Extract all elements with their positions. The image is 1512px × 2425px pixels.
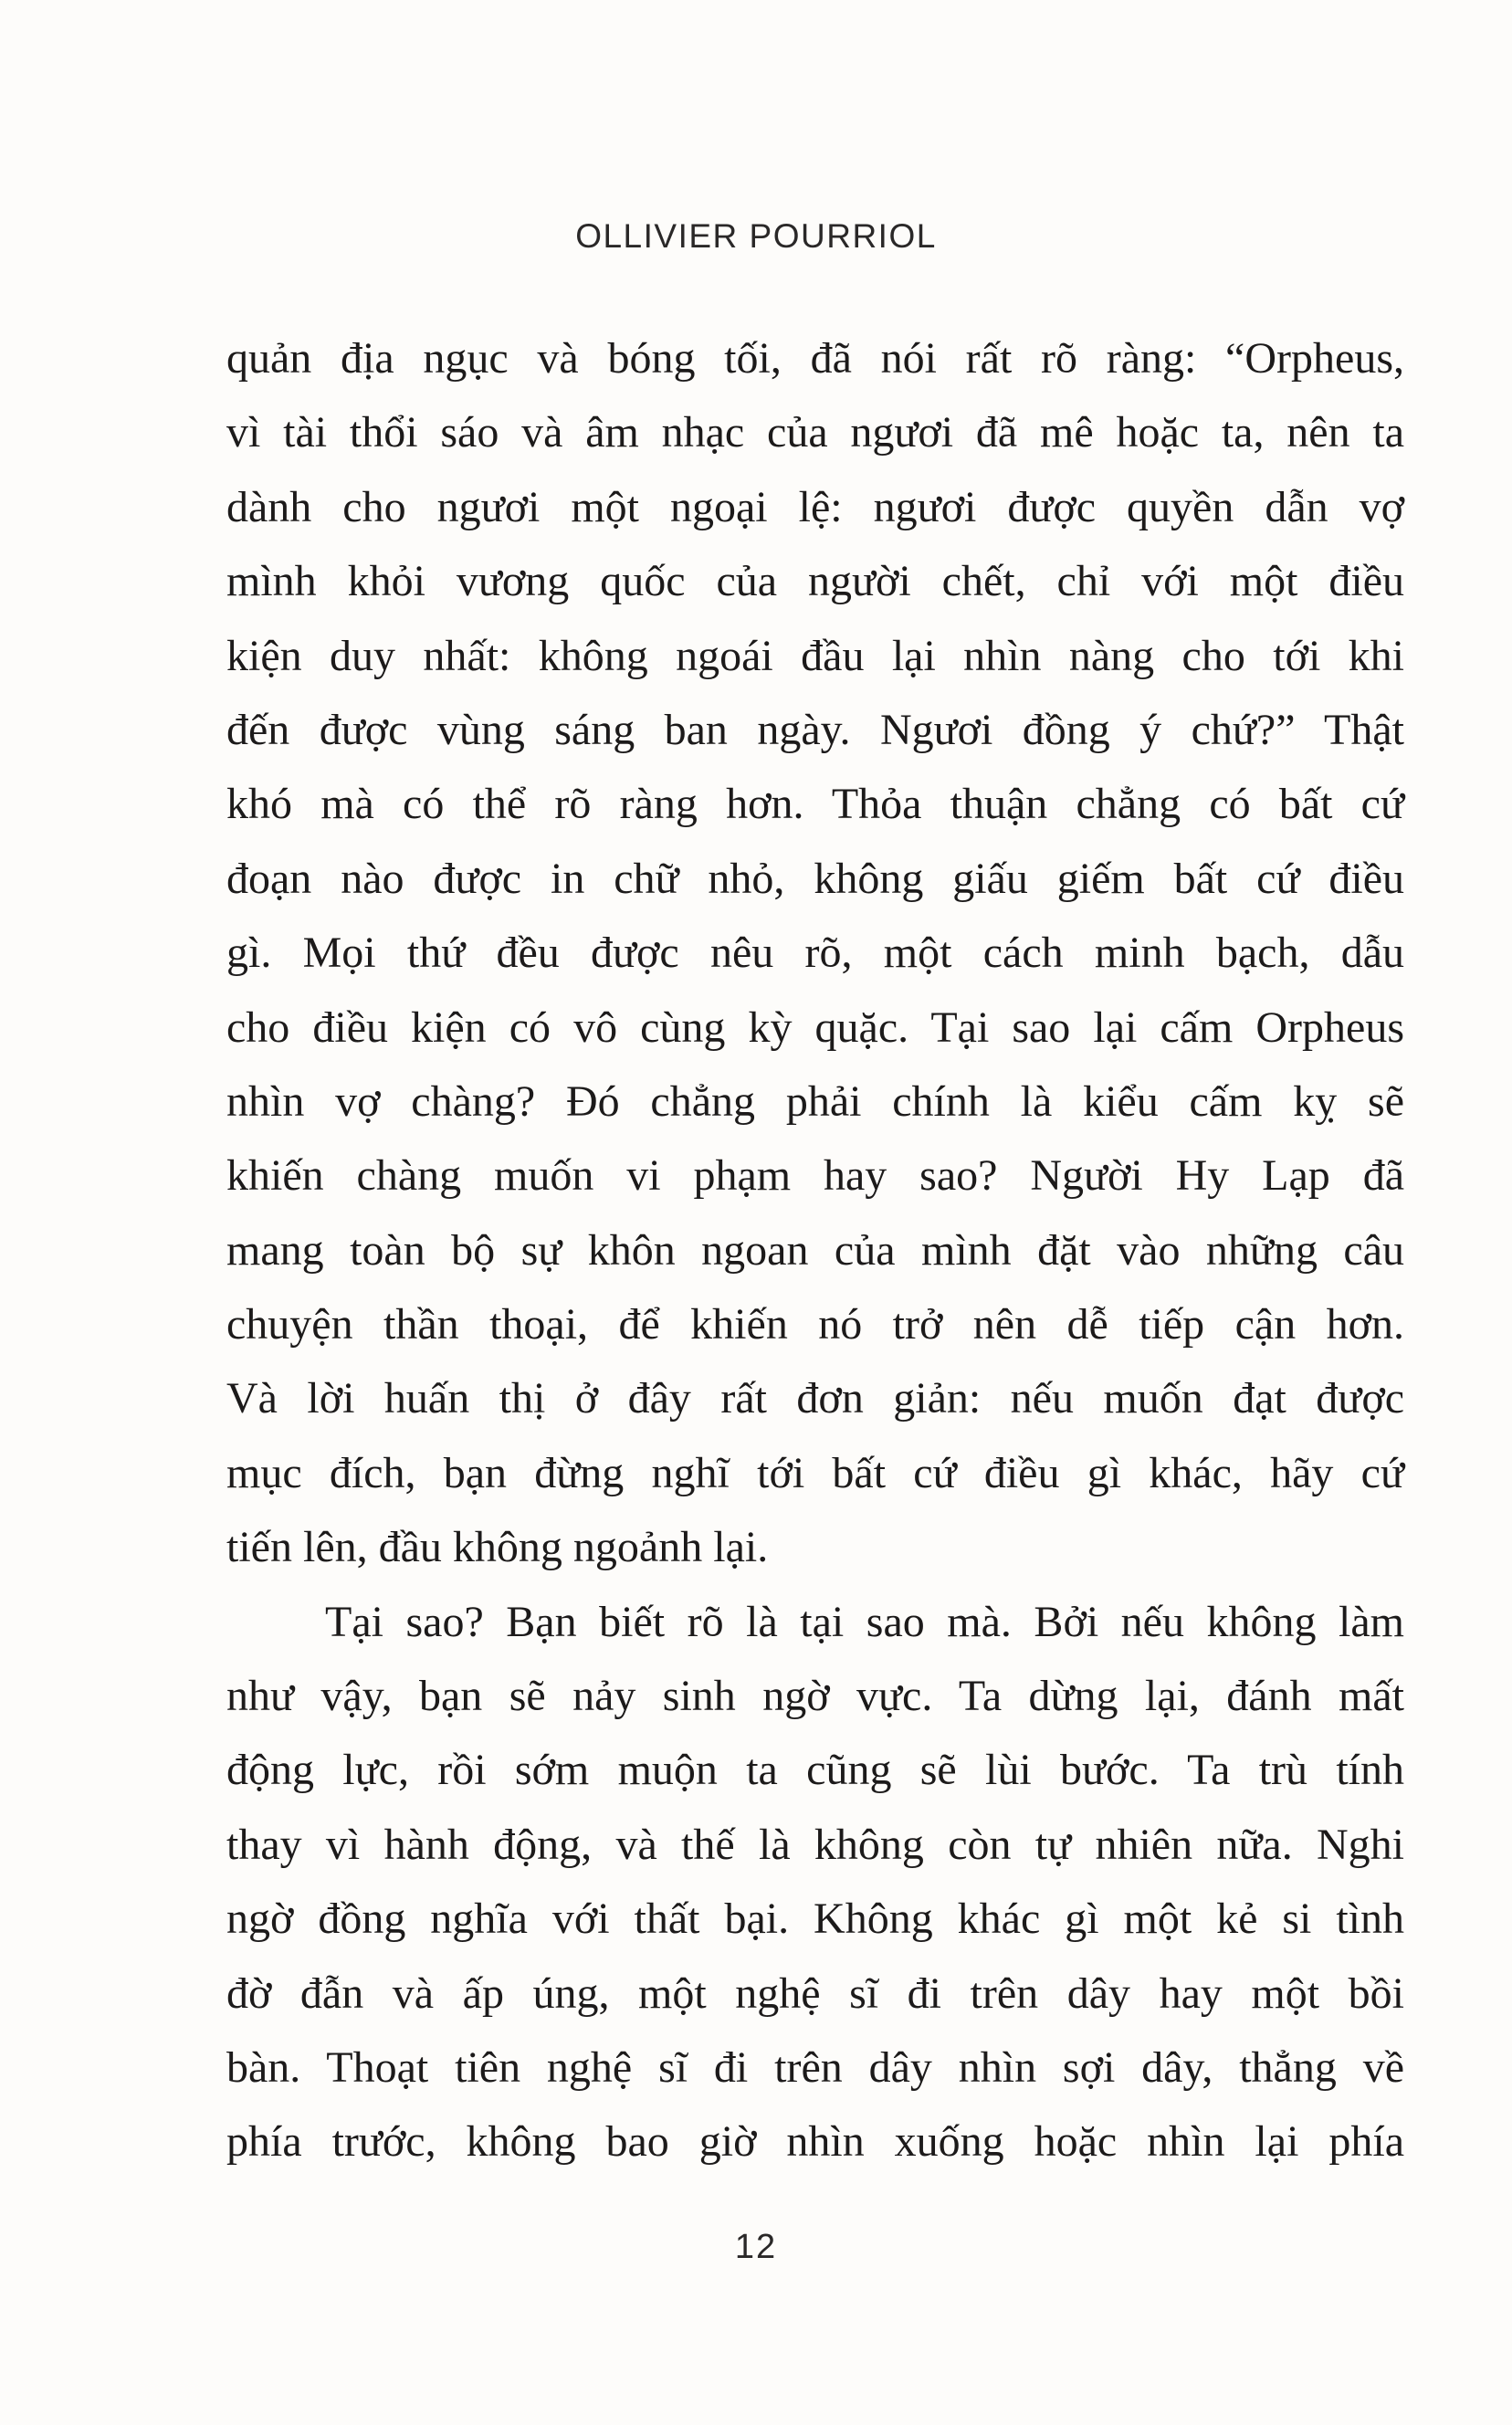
page-number: 12 xyxy=(734,2228,778,2266)
text-line: như vậy, bạn sẽ nảy sinh ngờ vực. Ta dừng lại, đánh mất xyxy=(226,1672,1404,1721)
text-line: động lực, rồi sớm muộn ta cũng sẽ lùi bước. Ta trù tính xyxy=(226,1746,1404,1795)
text-line: phía trước, không bao giờ nhìn xuống hoặc nhìn lại phía xyxy=(226,2117,1404,2167)
text-line: kiện duy nhất: không ngoái đầu lại nhìn nàng cho tới khi xyxy=(226,631,1404,680)
text-line: bàn. Thoạt tiên nghệ sĩ đi trên dây nhìn sợi dây, thẳng về xyxy=(226,2042,1404,2092)
text-line: quản địa ngục và bóng tối, đã nói rất rõ ràng: “Orpheus, xyxy=(226,334,1404,383)
body-text xyxy=(226,321,1404,2179)
text-line: tiến lên, đầu không ngoảnh lại. xyxy=(226,1523,769,1572)
text-line: Và lời huấn thị ở đây rất đơn giản: nếu muốn đạt được xyxy=(226,1374,1404,1423)
text-line: mình khỏi vương quốc của người chết, chỉ với một điều xyxy=(226,557,1404,606)
text-line: cho điều kiện có vô cùng kỳ quặc. Tại sao lại cấm Orpheus xyxy=(226,1003,1404,1052)
text-line: đến được vùng sáng ban ngày. Ngươi đồng ý chứ?” Thật xyxy=(226,705,1404,754)
text-line: dành cho ngươi một ngoại lệ: ngươi được quyền dẫn vợ xyxy=(226,482,1404,531)
text-line: mục đích, bạn đừng nghĩ tới bất cứ điều gì khác, hãy cứ xyxy=(226,1448,1404,1497)
running-head: OLLIVIER POURRIOL xyxy=(575,217,937,255)
text-line: chuyện thần thoại, để khiến nó trở nên dễ tiếp cận hơn. xyxy=(226,1300,1404,1349)
text-line: nhìn vợ chàng? Đó chẳng phải chính là kiểu cấm kỵ sẽ xyxy=(226,1076,1404,1126)
text-line: vì tài thổi sáo và âm nhạc của ngươi đã mê hoặc ta, nên ta xyxy=(226,408,1404,457)
text-line: thay vì hành động, và thế là không còn tự nhiên nữa. Nghi xyxy=(226,1820,1404,1869)
text-line: mang toàn bộ sự khôn ngoan của mình đặt vào những câu xyxy=(226,1225,1404,1275)
text-line: gì. Mọi thứ đều được nêu rõ, một cách minh bạch, dẫu xyxy=(226,929,1404,978)
text-line: đoạn nào được in chữ nhỏ, không giấu giếm bất cứ điều xyxy=(226,854,1404,903)
text-line: ngờ đồng nghĩa với thất bại. Không khác gì một kẻ si tình xyxy=(226,1895,1404,1944)
text-line: khiến chàng muốn vi phạm hay sao? Người Hy Lạp đã xyxy=(226,1151,1404,1201)
text-line: khó mà có thể rõ ràng hơn. Thỏa thuận chẳng có bất cứ xyxy=(226,780,1404,829)
text-line: đờ đẫn và ấp úng, một nghệ sĩ đi trên dây hay một bồi xyxy=(226,1968,1404,2018)
text-line: Tại sao? Bạn biết rõ là tại sao mà. Bởi nếu không làm xyxy=(325,1597,1404,1646)
